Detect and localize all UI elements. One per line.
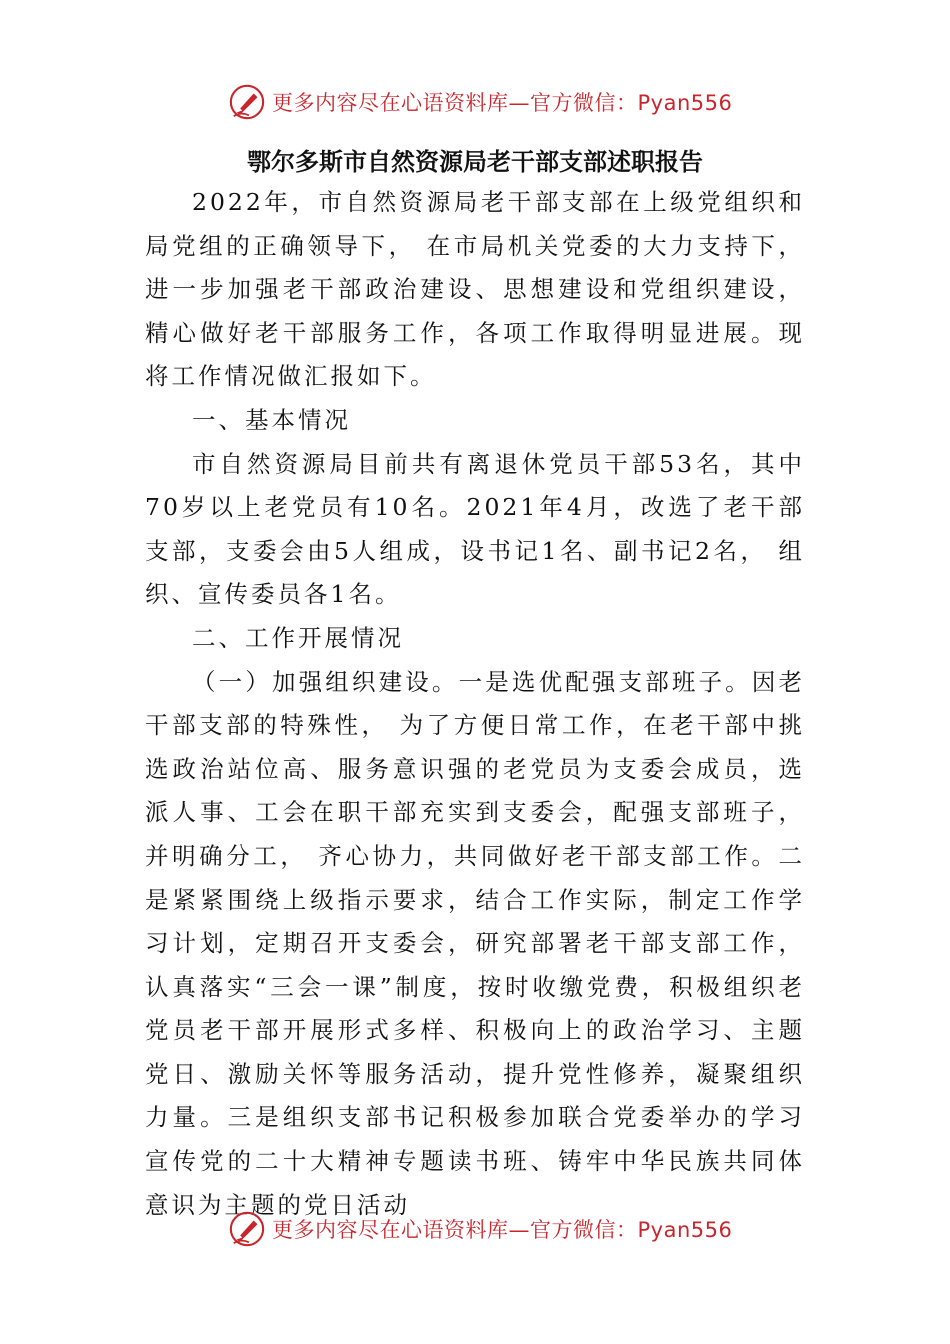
paragraph-organization: （一）加强组织建设。一是选优配强支部班子。因老干部支部的特殊性， 为了方便日常工作，在老干部中挑选政治站位高、服务意识强的老党员为支委会成员，选派人事、工会在职干部充实到支委会，配强支部班子，并明确分工， 齐心协力，共同做好老干部支部工作。二是紧紧围绕上级指示要求，结合工作实际，制定工作学习计划，定期召开支委会，研究部署老干部支部工作，认真落实“三会一课”制度，按时收缴党费，积极组织老党员老干部开展形式多样、积极向上的政治学习、主题党日、激励关怀等服务活动，提升党性修养，凝聚组织力量。三是组织支部书记积极参加联合党委举办的学习宣传党的二十大精神专题读书班、铸牢中华民族共同体意识为主题的党日活动 (145, 667, 805, 1219)
document-body (145, 181, 805, 1227)
section-heading-work: 二、工作开展情况 (192, 623, 404, 652)
paragraph-intro: 2022年，市自然资源局老干部支部在上级党组织和局党组的正确领导下， 在市局机关党委的大力支持下，进一步加强老干部政治建设、思想建设和党组织建设，精心做好老干部服务工作，各项工作取得明显进展。现将工作情况做汇报如下。 (145, 188, 805, 391)
watermark-text: 更多内容尽在心语资料库—官方微信：Pyan556 (272, 1218, 733, 1242)
watermark-text: 更多内容尽在心语资料库—官方微信：Pyan556 (272, 91, 733, 115)
pen-logo-icon (228, 1210, 266, 1248)
footer-watermark-banner (228, 1209, 732, 1249)
pen-logo-icon (228, 83, 266, 121)
paragraph-basic: 市自然资源局目前共有离退休党员干部53名，其中70岁以上老党员有10名。2021年4月，改选了老干部支部，支委会由5人组成，设书记1名、副书记2名， 组织、宣传委员各1名。 (145, 449, 805, 609)
section-heading-basic: 一、基本情况 (192, 405, 351, 434)
document-title: 鄂尔多斯市自然资源局老干部支部述职报告 (247, 148, 703, 176)
header-watermark-banner (228, 82, 732, 122)
